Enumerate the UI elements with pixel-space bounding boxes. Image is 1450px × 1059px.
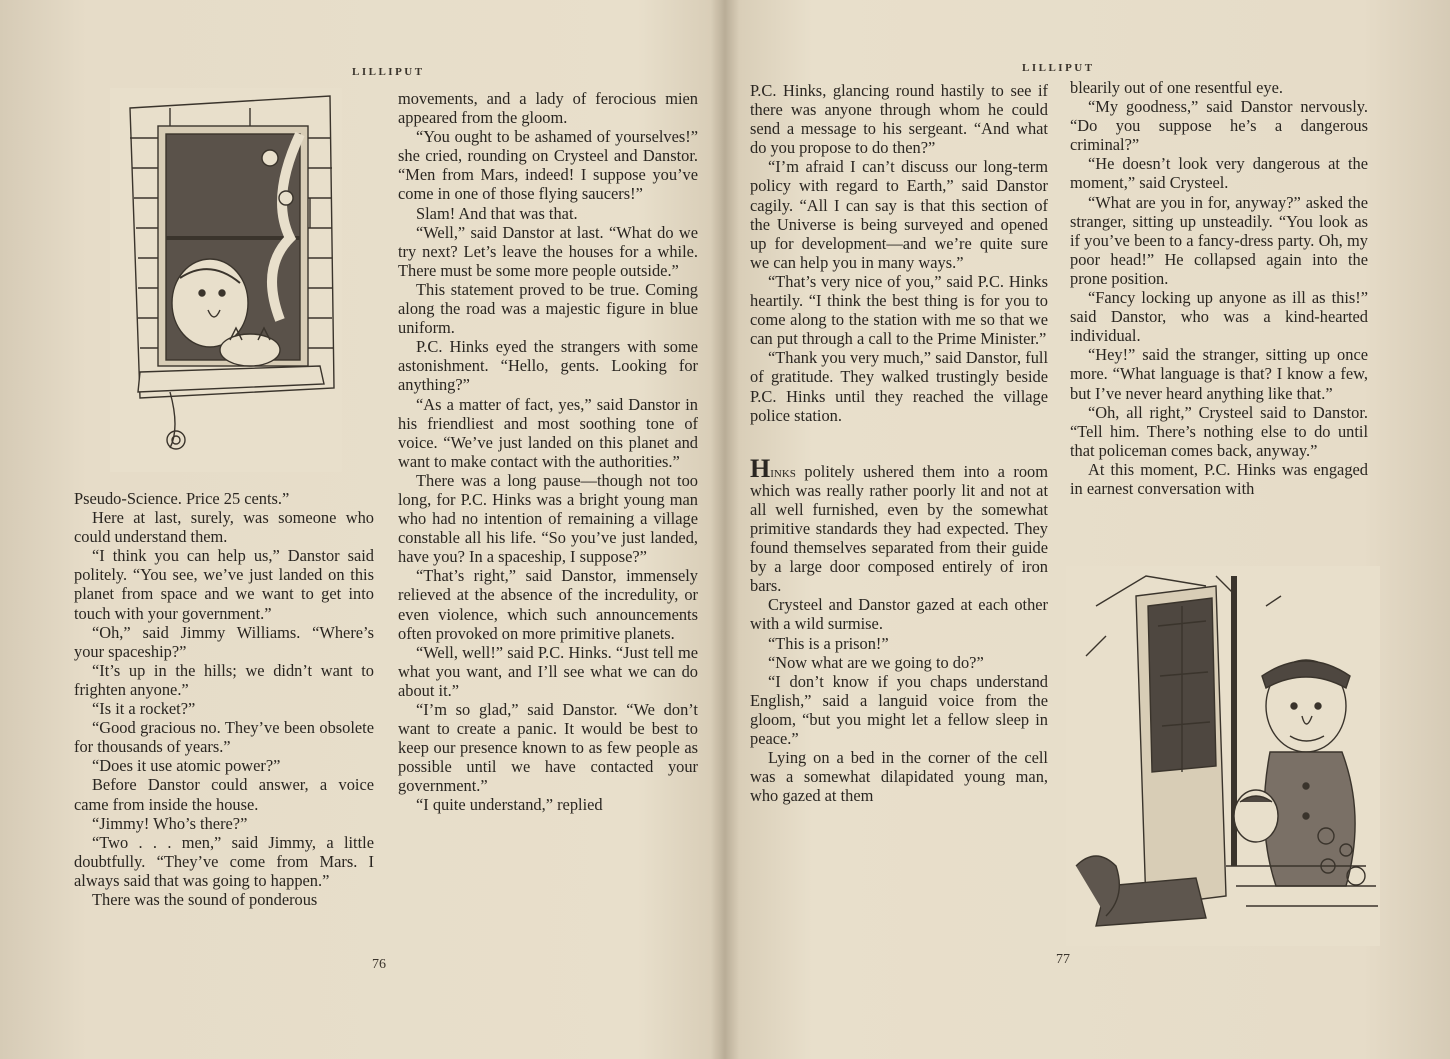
paragraph: P.C. Hinks eyed the strangers with some astonishment. “Hello, gents. Looking for anything?” xyxy=(398,337,698,395)
drop-cap: H xyxy=(750,453,771,483)
paragraph: There was a long pause—though not too long, for P.C. Hinks was a bright young man who had no intention of remaining a village constable all his life. “So you’ve just landed, have you? In a spaceship, I suppose?” xyxy=(398,470,698,567)
paragraph: “It’s up in the hills; we didn’t want to frighten anyone.” xyxy=(74,660,374,699)
paragraph: P.C. Hinks, glancing round hastily to see if there was anyone through whom he could send a message to his sergeant. “And what do you propose to do then?” xyxy=(750,81,1048,158)
right-page-column-1 xyxy=(750,81,1048,805)
paragraph: movements, and a lady of ferocious mien appeared from the gloom. xyxy=(398,89,698,128)
paragraph: “I think you can help us,” Danstor said politely. “You see, we’ve just landed on this planet from space and we want to get into touch with your government.” xyxy=(74,546,374,623)
paragraph: Lying on a bed in the corner of the cell was a somewhat dilapidated young man, who gazed at them xyxy=(750,748,1048,806)
paragraph: Before Danstor could answer, a voice came from inside the house. xyxy=(74,775,374,814)
paragraph: “Oh, all right,” Crysteel said to Danstor. “Tell him. There’s nothing else to do until that policeman comes back, anyway.” xyxy=(1070,402,1368,460)
paragraph-text: politely ushered them into a room which was really rather poorly lit and not at all well furnished, even by the somewhat primitive standards they had expected. They found themselves separated from their guide by a large door composed entirely of iron bars. xyxy=(750,461,1048,596)
paragraph: There was the sound of ponderous xyxy=(92,889,318,909)
paragraph: “Now what are we going to do?” xyxy=(768,652,984,672)
paragraph: “Well, well!” said P.C. Hinks. “Just tell me what you want, and I’ll see what we can do about it.” xyxy=(398,642,698,700)
left-page-column-1 xyxy=(74,489,374,909)
paragraph: Slam! And that was that. xyxy=(416,203,578,223)
paragraph: “I’m afraid I can’t discuss our long-term policy with regard to Earth,” said Danstor cagily. “All I can say is that this section of the Universe is being surveyed and opened up for development—and we’re quite sure we can help you in many ways.” xyxy=(750,157,1048,272)
paragraph: “My goodness,” said Danstor nervously. “Do you suppose he’s a dangerous criminal?” xyxy=(1070,97,1368,155)
paragraph: “I’m so glad,” said Danstor. “We don’t want to create a panic. It would be best to keep our presence known to as few people as possible until we have contacted your government.” xyxy=(398,700,698,796)
paragraph: “Thank you very much,” said Danstor, full of gratitude. They walked trustingly beside P.C. Hinks until they reached the village police station. xyxy=(750,348,1048,425)
paragraph: “He doesn’t look very dangerous at the moment,” said Crysteel. xyxy=(1070,154,1368,193)
paragraph: “Is it a rocket?” xyxy=(92,699,196,719)
paragraph: Here at last, surely, was someone who could understand them. xyxy=(74,508,374,547)
paragraph: blearily out of one resentful eye. xyxy=(1070,78,1283,97)
paragraph: “Well,” said Danstor at last. “What do we try next? Let’s leave the houses for a while. There must be some more people outside.” xyxy=(398,222,698,280)
paragraph: “What are you in for, anyway?” asked the stranger, sitting up unsteadily. “You look as if you’ve been to a fancy-dress party. Oh, my poor head!” He collapsed again into the prone position. xyxy=(1070,192,1368,288)
paragraph: “Good gracious no. They’ve been obsolete for thousands of years.” xyxy=(74,718,374,757)
paragraph: “Hey!” said the stranger, sitting up once more. “What language is that? I know a few, but I’ve never heard anything like that.” xyxy=(1070,345,1368,403)
right-page xyxy=(726,0,1450,1059)
paragraph: “Does it use atomic power?” xyxy=(92,756,281,776)
paragraph: “That’s very nice of you,” said P.C. Hinks heartily. “I think the best thing is for you to come along to the station with me so that we can put through a call to the Prime Minister.” xyxy=(750,271,1048,349)
window-lady-and-cat-illustration xyxy=(110,88,342,472)
paragraph: This statement proved to be true. Coming along the road was a majestic figure in blue uniform. xyxy=(398,279,698,338)
policeman-at-door-illustration xyxy=(1066,566,1380,946)
section-opening-paragraph xyxy=(750,453,1048,596)
paragraph: At this moment, P.C. Hinks was engaged in earnest conversation with xyxy=(1070,459,1368,498)
policeman-illustration-drawing xyxy=(1066,566,1380,946)
page-number-left: 76 xyxy=(372,957,386,972)
paragraph: “I quite understand,” replied xyxy=(416,795,603,815)
paragraph: Pseudo-Science. Price 25 cents.” xyxy=(74,489,290,508)
left-page xyxy=(0,0,724,1059)
paragraph: “As a matter of fact, yes,” said Danstor in his friendliest and most soothing tone of voice. “We’ve just landed on this planet and want to make contact with the authorities.” xyxy=(398,394,698,471)
paragraph: “Jimmy! Who’s there?” xyxy=(92,813,248,833)
paragraph: “This is a prison!” xyxy=(768,633,889,653)
paragraph: Crysteel and Danstor gazed at each other with a wild surmise. xyxy=(750,595,1048,634)
paragraph: “Fancy locking up anyone as ill as this!” said Danstor, who was a kind-hearted individual. xyxy=(1070,288,1368,346)
paragraph: “That’s right,” said Danstor, immensely relieved at the absence of the incredulity, or even violence, which such announcements often provoked on more primitive planets. xyxy=(398,566,698,643)
paragraph: “Oh,” said Jimmy Williams. “Where’s your spaceship?” xyxy=(74,622,374,661)
left-page-column-2 xyxy=(398,89,698,815)
paragraph: “Two . . . men,” said Jimmy, a little doubtfully. “They’ve come from Mars. I always said that was going to happen.” xyxy=(74,832,374,890)
running-head-left: LILLIPUT xyxy=(352,66,425,78)
paragraph: “You ought to be ashamed of yourselves!” she cried, rounding on Crysteel and Danstor. “Men from Mars, indeed! I suppose you’ve come in one of those flying saucers!” xyxy=(398,127,698,204)
page-number-right: 77 xyxy=(1056,952,1070,967)
right-page-column-2 xyxy=(1070,78,1368,498)
small-caps-word: inks xyxy=(770,461,796,481)
running-head-right: LILLIPUT xyxy=(1022,62,1095,74)
window-lady-illustration-drawing xyxy=(110,88,342,472)
paragraph: “I don’t know if you chaps understand English,” said a languid voice from the gloom, “but you might let a fellow sleep in peace.” xyxy=(750,671,1048,748)
